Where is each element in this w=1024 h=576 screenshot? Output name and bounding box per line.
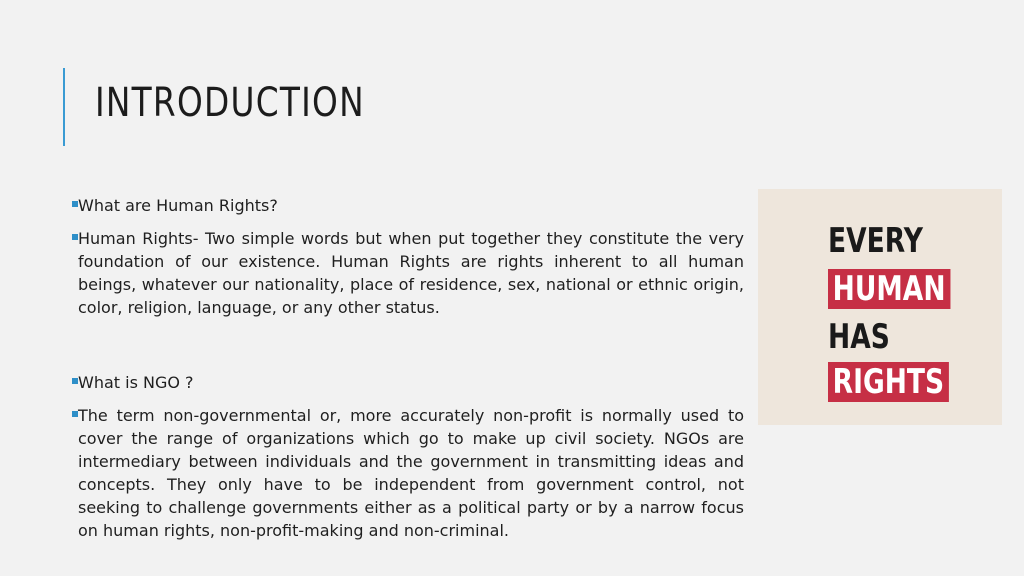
bullet-text: The term non-governmental or, more accurately non-profit is normally used to cover the range of organizations which go to make up civil society. NGOs are intermediary between individuals and the government in transmitting ideas and concepts. They only have to be independent from government control, not seeking to challenge governments either as a political party or by a narrow focus on human rights, non-profit-making and non-criminal.	[78, 406, 744, 540]
human-rights-poster-image	[758, 189, 1002, 425]
bullet-item	[72, 404, 744, 542]
square-bullet-icon	[72, 234, 78, 240]
bullet-text: What are Human Rights?	[78, 196, 278, 215]
square-bullet-icon	[72, 378, 78, 384]
square-bullet-icon	[72, 411, 78, 417]
poster-line-every: EVERY	[828, 221, 923, 261]
bullet-text: Human Rights- Two simple words but when put together they constitute the very foundation of our existence. Human Rights are rights inherent to all human beings, whatever our nationality, place of residence, sex, national or ethnic origin, color, religion, language, or any other status.	[78, 229, 744, 317]
poster-line-rights: RIGHTS	[828, 362, 949, 402]
bullet-item	[72, 227, 744, 319]
bullet-item	[72, 194, 744, 217]
slide-title: INTRODUCTION	[95, 80, 365, 126]
bullet-item	[72, 371, 744, 394]
slide-content	[72, 194, 744, 552]
poster-line-has: HAS	[828, 317, 890, 357]
bullet-text: What is NGO ?	[78, 373, 194, 392]
square-bullet-icon	[72, 201, 78, 207]
poster-line-human: HUMAN	[828, 269, 950, 309]
title-accent-bar	[63, 68, 65, 146]
